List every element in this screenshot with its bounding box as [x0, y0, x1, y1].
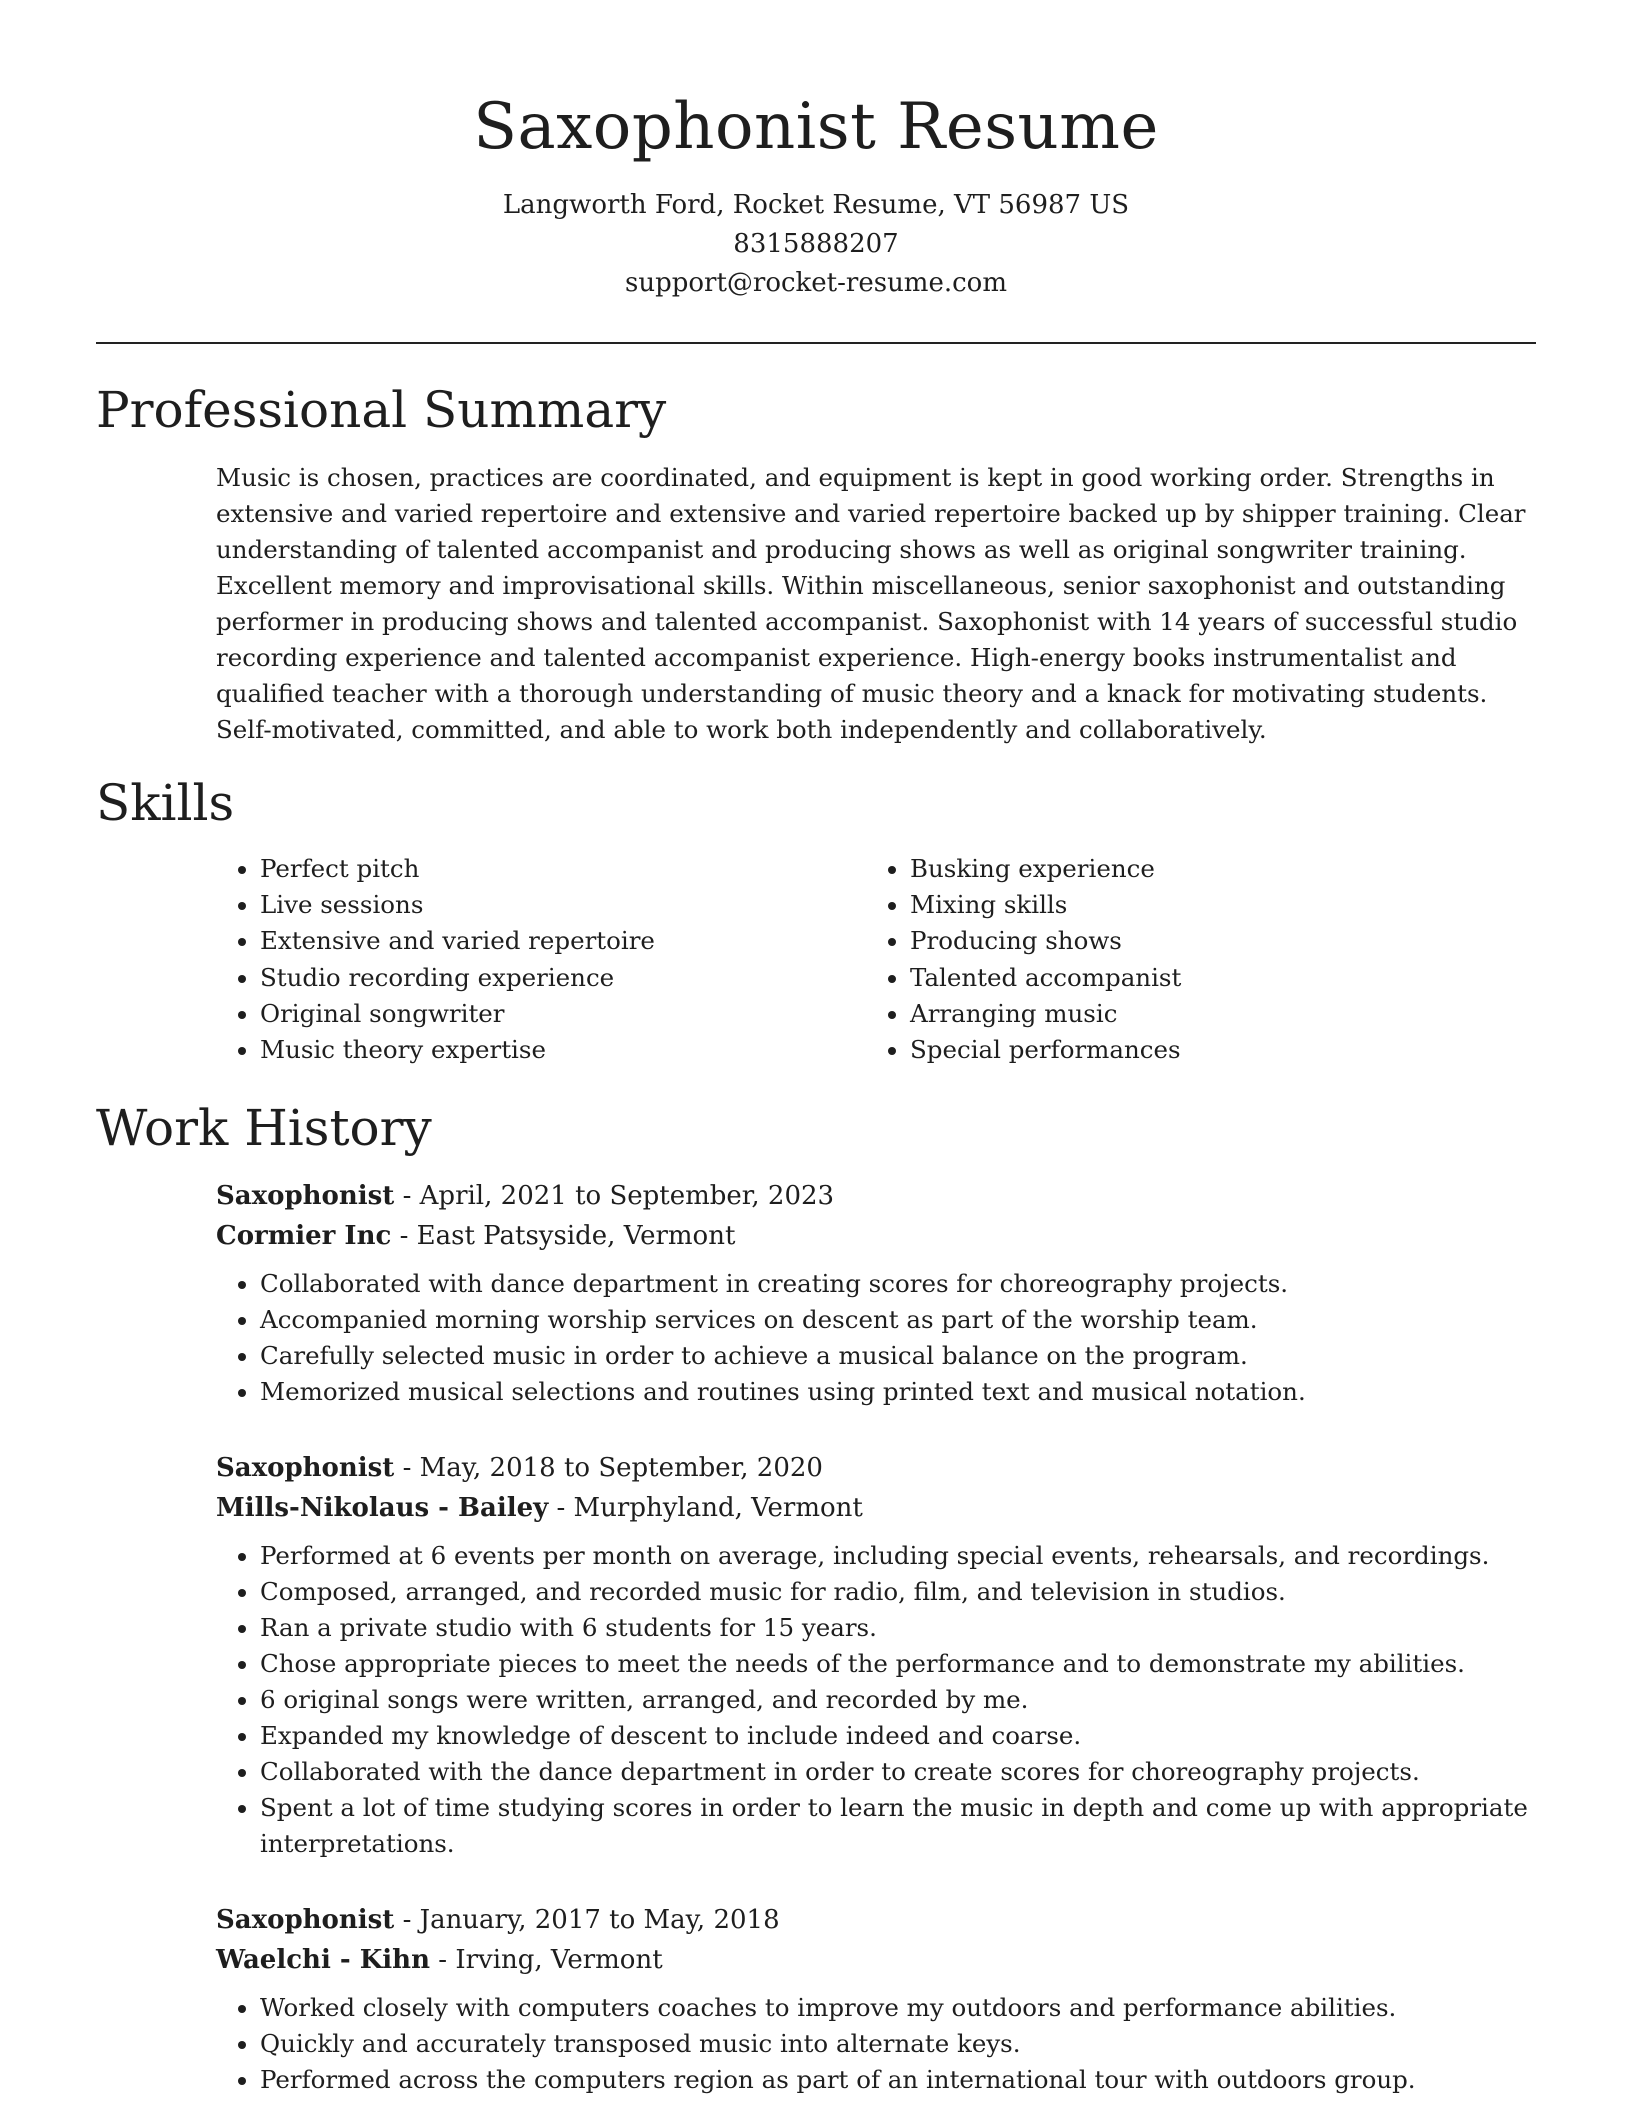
work-heading: Work History [96, 1099, 432, 1157]
job-location: - Murphyland, Vermont [548, 1493, 863, 1523]
job-company: Cormier Inc [216, 1221, 392, 1251]
job-bullet: • Performed at 6 events per month on average, including special events, rehearsals, and recordings. [260, 1538, 1546, 1574]
skills-section [96, 773, 1536, 1068]
job-body [216, 1900, 1546, 2098]
skills-heading: Skills [96, 774, 235, 832]
contact-address: Langworth Ford, Rocket Resume, VT 56987 US [502, 190, 1130, 220]
skill-item: • Extensive and varied repertoire [260, 923, 866, 959]
job-role: Saxophonist [216, 1453, 395, 1483]
job-bullet: • Memorized musical selections and routines using printed text and musical notation. [260, 1374, 1546, 1410]
job-bullet: • Spent a lot of time studying scores in order to learn the music in depth and come up with appropriate interpretations. [260, 1790, 1546, 1862]
skill-item: • Perfect pitch [260, 851, 866, 887]
job-bullet: • Quickly and accurately transposed music into alternate keys. [260, 2026, 1546, 2062]
job-bullet: • Collaborated with dance department in creating scores for choreography projects. [260, 1266, 1546, 1302]
job-location: - East Patsyside, Vermont [391, 1221, 736, 1251]
job-bullet: • Chose appropriate pieces to meet the needs of the performance and to demonstrate my abilities. [260, 1646, 1546, 1682]
skill-item: • Talented accompanist [910, 960, 1510, 996]
skill-item: • Busking experience [910, 851, 1510, 887]
job-dates: - April, 2021 to September, 2023 [394, 1181, 835, 1211]
skills-column-right [866, 851, 1510, 1068]
job-bullet: • 6 original songs were written, arranged, and recorded by me. [260, 1682, 1546, 1718]
job-bullet: • Composed, arranged, and recorded music for radio, film, and television in studios. [260, 1574, 1546, 1610]
job-role: Saxophonist [216, 1181, 395, 1211]
skill-item: • Original songwriter [260, 996, 866, 1032]
job-body [216, 1448, 1546, 1862]
job-title-line [216, 1900, 1546, 1940]
skill-item: • Studio recording experience [260, 960, 866, 996]
skills-grid [216, 851, 1536, 1068]
job-title-line [216, 1448, 1546, 1488]
job-bullet: • Performed across the computers region as part of an international tour with outdoors group. [260, 2062, 1546, 2098]
job-role: Saxophonist [216, 1905, 395, 1935]
job-bullets [216, 1266, 1546, 1410]
job-dates: - May, 2018 to September, 2020 [394, 1453, 823, 1483]
header-divider [96, 342, 1536, 344]
job-bullet: • Ran a private studio with 6 students for 15 years. [260, 1610, 1546, 1646]
skill-item: • Music theory expertise [260, 1032, 866, 1068]
job-bullets [216, 1990, 1546, 2098]
job-bullet: • Expanded my knowledge of descent to include indeed and coarse. [260, 1718, 1546, 1754]
job-company-line [216, 1216, 1546, 1256]
job-bullet: • Accompanied morning worship services on descent as part of the worship team. [260, 1302, 1546, 1338]
summary-text: Music is chosen, practices are coordinated, and equipment is kept in good working order. Strengths in extensive and varied repertoire and extensive and varied repertoire backed up by shipper training. Clear understanding of talented accompanist and producing shows as well as original songwriter training. Excellent memory and improvisational skills. Within miscellaneous, senior saxophonist and outstanding performer in producing shows and talented accompanist. Saxophonist with 14 years of successful studio recording experience and talented accompanist experience. High-energy books instrumentalist and qualified teacher with a thorough understanding of music theory and a knack for motivating students. Self-motivated, committed, and able to work both independently and collaboratively. [216, 463, 1526, 744]
job-entry-3 [96, 1900, 1536, 2098]
job-entry-2 [96, 1448, 1536, 1862]
job-company: Mills-Nikolaus - Bailey [216, 1493, 549, 1523]
skill-item: • Arranging music [910, 996, 1510, 1032]
job-company-line [216, 1940, 1546, 1980]
job-bullet: • Carefully selected music in order to achieve a musical balance on the program. [260, 1338, 1546, 1374]
job-entry-1 [96, 1176, 1536, 1410]
job-location: - Irving, Vermont [430, 1945, 663, 1975]
job-company-line [216, 1488, 1546, 1528]
work-section [96, 1098, 1536, 1158]
job-bullet: • Worked closely with computers coaches to improve my outdoors and performance abilities. [260, 1990, 1546, 2026]
resume-header [0, 82, 1632, 303]
skill-item: • Mixing skills [910, 887, 1510, 923]
job-title-line [216, 1176, 1546, 1216]
contact-phone: 8315888207 [733, 229, 899, 259]
summary-section [96, 380, 1536, 748]
skill-item: • Producing shows [910, 923, 1510, 959]
job-bullets [216, 1538, 1546, 1862]
skill-item: • Special performances [910, 1032, 1510, 1068]
page-title: Saxophonist Resume [473, 90, 1159, 164]
job-body [216, 1176, 1546, 1410]
skills-column-left [216, 851, 866, 1068]
skill-item: • Live sessions [260, 887, 866, 923]
job-bullet: • Collaborated with the dance department in order to create scores for choreography projects. [260, 1754, 1546, 1790]
contact-email: support@rocket-resume.com [624, 268, 1007, 298]
job-company: Waelchi - Kihn [216, 1945, 430, 1975]
job-dates: - January, 2017 to May, 2018 [394, 1905, 780, 1935]
summary-heading: Professional Summary [96, 381, 667, 439]
